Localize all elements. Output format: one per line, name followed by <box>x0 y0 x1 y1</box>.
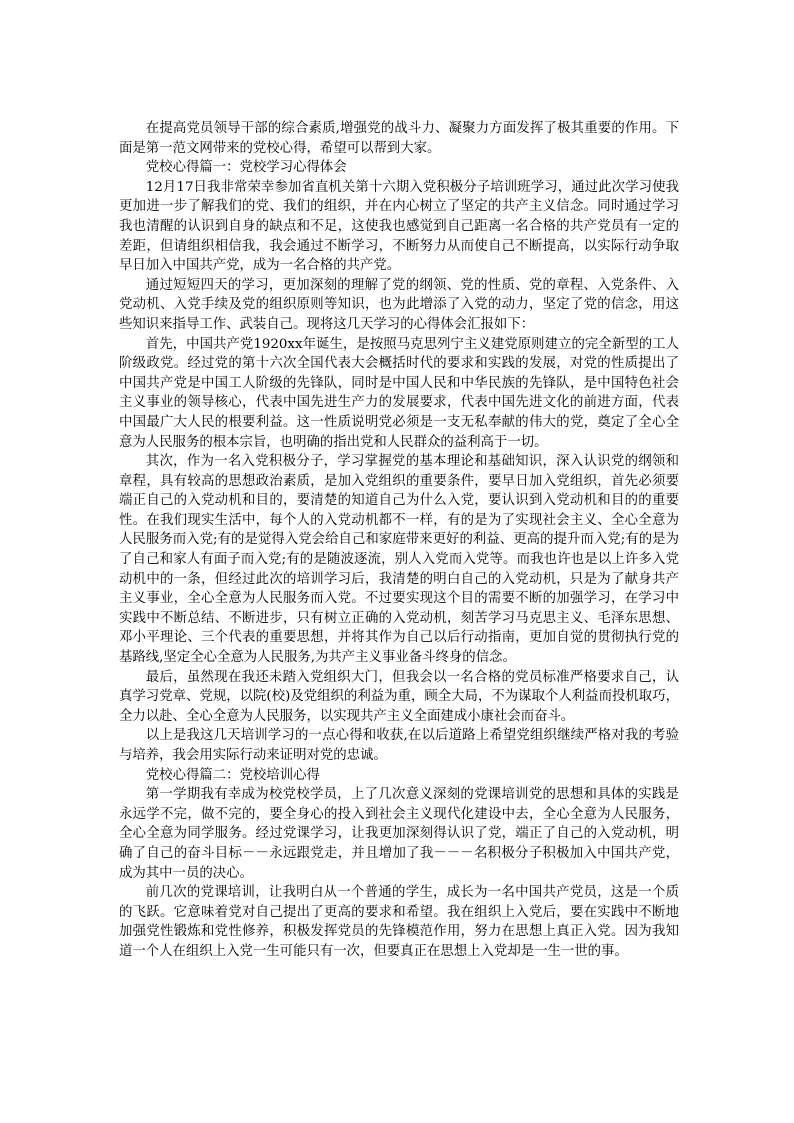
body-paragraph: 以上是我这几天培训学习的一点心得和收获,在以后道路上希望党组织继续严格对我的考验与培养，我会用实际行动来证明对党的忠诚。 <box>119 728 679 763</box>
body-paragraph: 通过短短四天的学习，更加深刻的理解了党的纲领、党的性质、党的章程、入党条件、入党动机、入党手续及党的组织原则等知识，也为此增添了入党的动力，坚定了党的信念，用这些知识来指导工作、武装自己。现将这几天学习的心得体会汇报如下： <box>119 277 679 332</box>
body-paragraph: 其次，作为一名入党积极分子，学习掌握党的基本理论和基础知识，深入认识党的纲领和章程，具有较高的思想政治素质，是加入党组织的重要条件，要早日加入党组织，首先必须要端正自己的入党动机和目的，要清楚的知道自己为什么入党，要认识到入党动机和目的的重要性。在我们现实生活中，每个人的入党动机都不一样，有的是为了实现社会主义、全心全意为人民服务而入党;有的是觉得入党会给自己和家庭带来更好的利益、更高的提升而入党;有的是为了自己和家人有面子而入党;有的是随波逐流，别人入党而入党等。而我也许也是以上许多入党动机中的一条，但经过此次的培训学习后，我清楚的明白自己的入党动机，只是为了献身共产主义事业，全心全意为人民服务而入党。不过要实现这个目的需要不断的加强学习，在学习中实践中不断总结、不断进步，只有树立正确的入党动机，刻苦学习马克思主义、毛泽东思想、邓小平理论、三个代表的重要思想，并将其作为自己以后行动指南，更加自觉的贯彻执行党的基路线,坚定全心全意为人民服务,为共产主义事业备斗终身的信念。 <box>119 454 679 666</box>
document-body <box>119 119 679 962</box>
body-paragraph: 最后，虽然现在我还未踏入党组织大门，但我会以一名合格的党员标准严格要求自己，认真学习党章、党规，以院(校)及党组织的利益为重，顾全大局，不为谋取个人利益而投机取巧，全力以赴、全心全意为人民服务，以实现共产主义全面建成小康社会而奋斗。 <box>119 669 679 724</box>
intro-paragraph: 在提高党员领导干部的综合素质,增强党的战斗力、凝聚力方面发挥了极其重要的作用。下面是第一范文网带来的党校心得，希望可以帮到大家。 <box>119 121 679 156</box>
body-paragraph: 12月17日我非常荣幸参加省直机关第十六期入党积极分子培训班学习，通过此次学习使我更加进一步了解我们的党、我们的组织，并在内心树立了坚定的共产主义信念。同时通过学习我也清醒的认识到自身的缺点和不足，这使我也感觉到自己距离一名合格的共产党员有一定的差距，但请组织相信我，我会通过不断学习，不断努力从而使自己不断提高，以实际行动争取早日加入中国共产党，成为一名合格的共产党。 <box>119 179 679 274</box>
section-heading-1: 党校心得篇一：党校学习心得体会 <box>145 160 347 176</box>
body-paragraph: 第一学期我有幸成为校党校学员，上了几次意义深刻的党课培训党的思想和具体的实践是永远学不完，做不完的，要全身心的投入到社会主义现代化建设中去，全心全意为人民服务，全心全意为同学服务。经过党课学习，让我更加深刻得认识了党，端正了自己的入党动机，明确了自己的奋斗目标－－永远跟党走，并且增加了我－－－名积极分子积极加入中国共产党，成为其中一员的决心。 <box>119 787 679 881</box>
body-paragraph: 前几次的党课培训，让我明白从一个普通的学生，成长为一名中国共产党员，这是一个质的飞跃。它意味着党对自己提出了更高的要求和希望。我在组织上入党后，要在实践中不断地加强党性锻炼和党性修养，积极发挥党员的先锋模范作用，努力在思想上真正入党。因为我知道一个人在组织上入党一生可能只有一次，但要真正在思想上入党却是一生一世的事。 <box>119 885 679 959</box>
section-heading-2: 党校心得篇二：党校培训心得 <box>145 767 320 783</box>
body-paragraph: 首先，中国共产党1920xx年诞生，是按照马克思列宁主义建党原则建立的完全新型的工人阶级政党。经过党的第十六次全国代表大会概括时代的要求和实践的发展，对党的性质提出了中国共产党是中国工人阶级的先锋队，同时是中国人民和中华民族的先锋队，是中国特色社会主义事业的领导核心，代表中国先进生产力的发展要求，代表中国先进文化的前进方面，代表中国最广大人民的根要利益。这一性质说明党必须是一支无私奉献的伟大的党，奠定了全心全意为人民服务的根本宗旨，也明确的指出党和人民群众的益利高于一切。 <box>119 336 679 450</box>
